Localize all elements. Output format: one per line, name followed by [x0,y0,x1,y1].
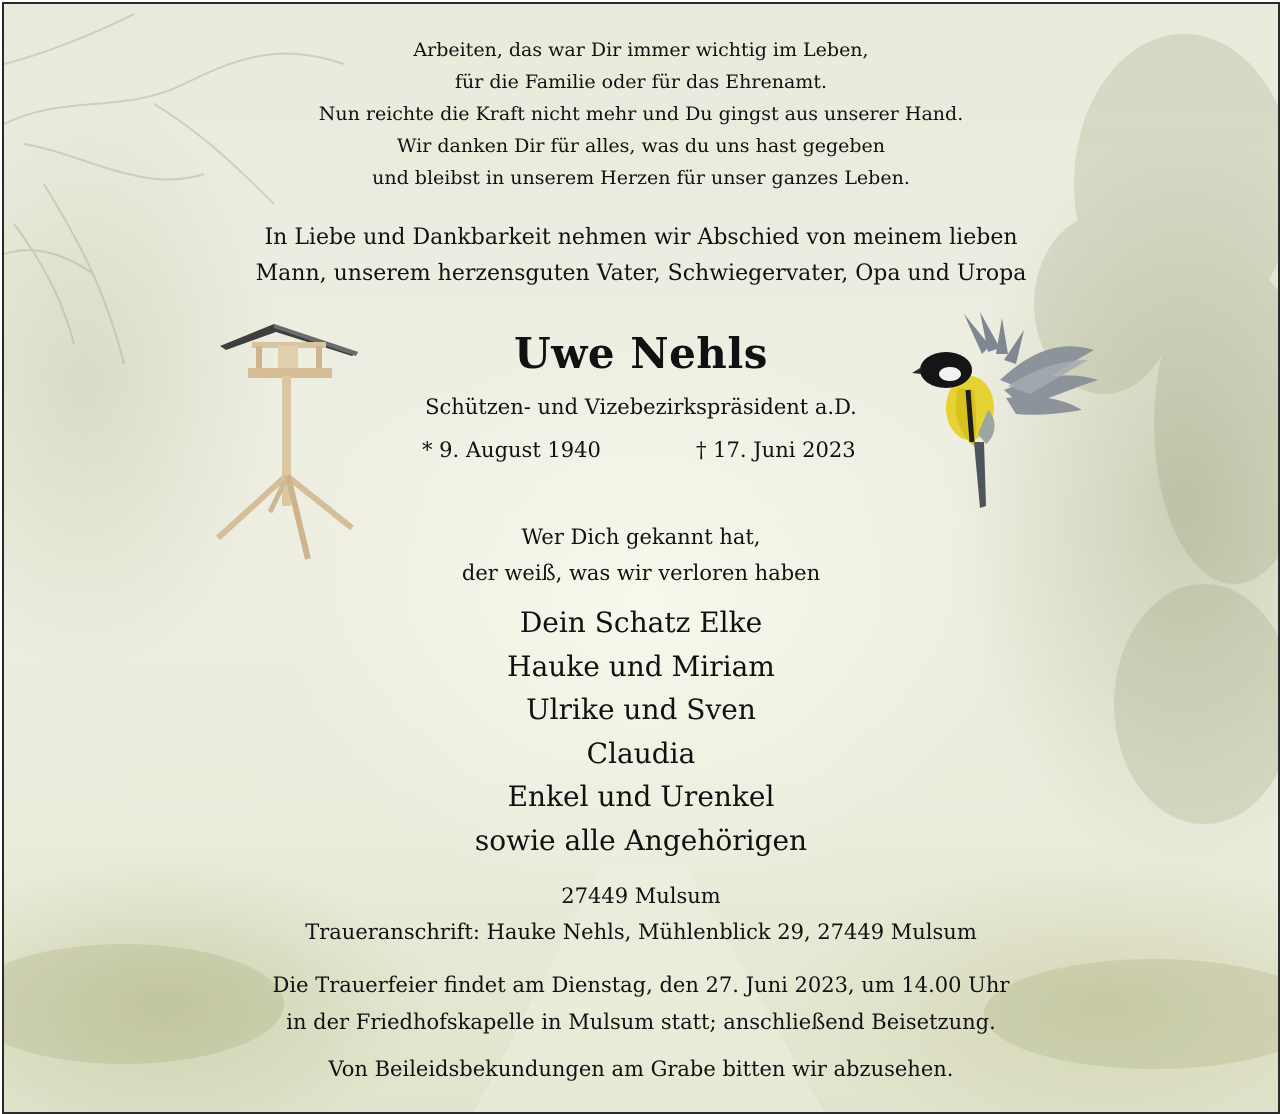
great-tit-bird-icon [912,310,1102,515]
service-line: Die Trauerfeier findet am Dienstag, den 27. Juni 2023, um 14.00 Uhr [272,973,1010,997]
place-line: 27449 Mulsum [561,884,721,908]
intro-text [4,220,1278,292]
poem-line: Wir danken Dir für alles, was du uns hast gegeben [396,135,886,157]
mourner: sowie alle Angehörigen [474,823,808,857]
obituary-card [2,2,1280,1114]
poem [4,34,1278,194]
birth-date: * 9. August 1940 [422,438,601,462]
service-line: in der Friedhofskapelle in Mulsum statt; anschließend Beisetzung. [286,1010,996,1034]
quote-line: Wer Dich gekannt hat, [521,525,761,549]
deceased-title: Schützen- und Vizebezirkspräsident a.D. [425,395,857,419]
mourner: Dein Schatz Elke [519,606,763,639]
address-block [4,878,1278,950]
quote-line: der weiß, was wir verloren haben [461,561,821,585]
mourners-list [4,601,1278,862]
intro-line: Mann, unserem herzensguten Vater, Schwiegervater, Opa und Uropa [255,261,1027,286]
mourning-address: Traueranschrift: Hauke Nehls, Mühlenblick 29, 27449 Mulsum [305,920,977,944]
closing-note: Von Beileidsbekundungen am Grabe bitten wir abzusehen. [328,1057,954,1081]
poem-line: und bleibst in unserem Herzen für unser ganzes Leben. [372,167,910,189]
poem-line: für die Familie oder für das Ehrenamt. [455,71,827,93]
funeral-service-info [4,967,1278,1041]
intro-line: In Liebe und Dankbarkeit nehmen wir Abschied von meinem lieben [264,225,1018,250]
poem-line: Arbeiten, das war Dir immer wichtig im Leben, [413,39,869,61]
poem-line: Nun reichte die Kraft nicht mehr und Du gingst aus unserer Hand. [318,103,964,125]
mourner: Hauke und Miriam [507,649,775,683]
mourner: Ulrike und Sven [526,693,756,726]
mourner: Claudia [586,736,696,770]
quote [4,519,1278,591]
mourner: Enkel und Urenkel [507,780,775,813]
deceased-name: Uwe Nehls [514,329,768,378]
death-date: † 17. Juni 2023 [696,438,856,462]
